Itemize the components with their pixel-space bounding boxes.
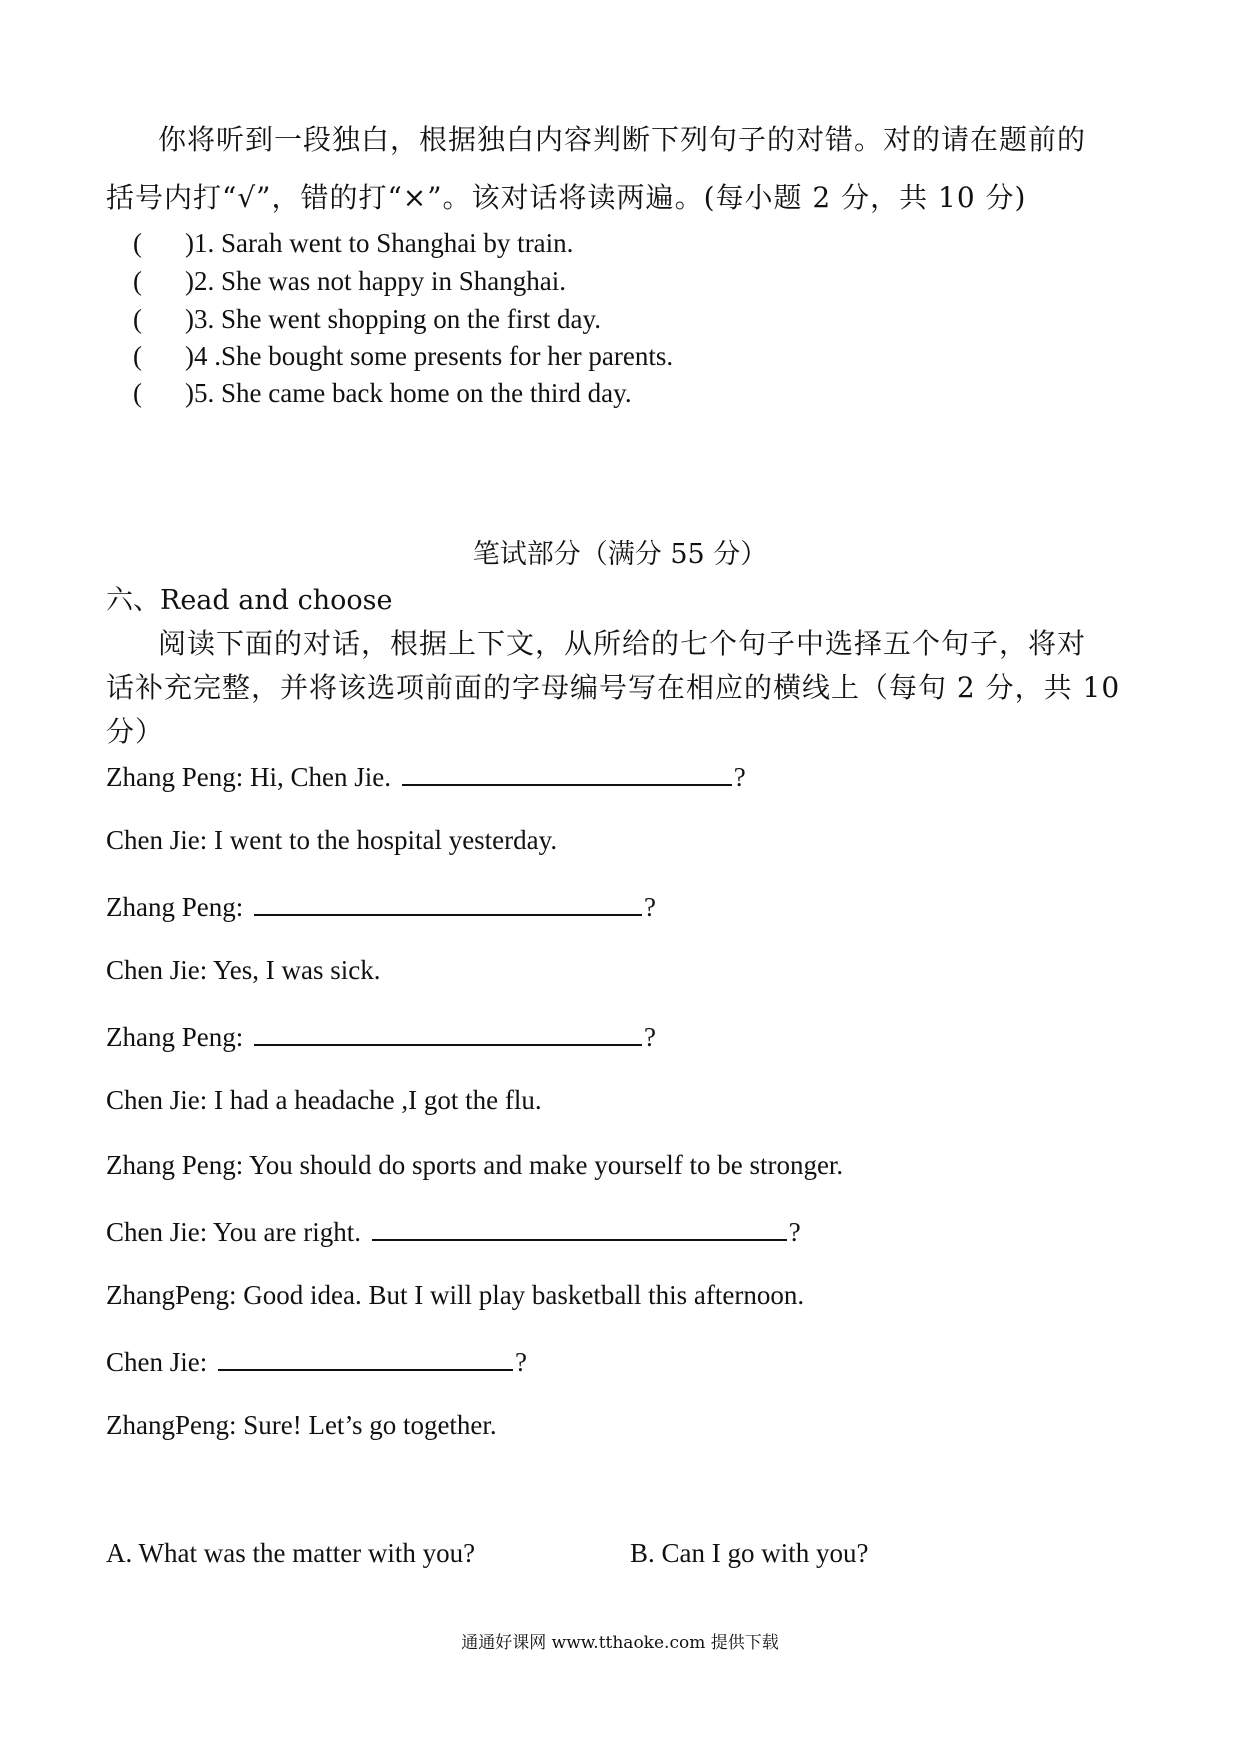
question-mark: ? — [643, 892, 656, 922]
answer-paren[interactable]: ( — [133, 304, 142, 334]
instruction-line1: 阅读下面的对话，根据上下文，从所给的七个句子中选择五个句子，将对 — [158, 627, 1087, 660]
answer-paren[interactable]: ( — [133, 266, 142, 296]
listening-item-2 — [0, 266, 1240, 306]
dialogue-text: Zhang Peng: — [106, 1022, 250, 1052]
listening-intro-line1: 你将听到一段独白，根据独白内容判断下列句子的对错。对的请在题前的 — [158, 123, 1087, 156]
dialogue-text: Chen Jie: I went to the hospital yesterday. — [106, 825, 558, 855]
question-mark: ? — [515, 1347, 527, 1377]
item-text: )5. She came back home on the third day. — [185, 378, 632, 408]
dialogue-line-1 — [106, 760, 746, 793]
listening-item-3 — [0, 304, 1240, 344]
answer-blank[interactable] — [218, 1345, 513, 1371]
question-mark: ? — [643, 1022, 656, 1052]
answer-blank[interactable] — [402, 760, 732, 786]
dialogue-line-10 — [106, 1345, 527, 1378]
dialogue-text: Chen Jie: — [106, 1347, 214, 1377]
dialogue-text: Chen Jie: You are right. — [106, 1217, 368, 1247]
answer-blank[interactable] — [372, 1215, 787, 1241]
dialogue-line-6 — [106, 1085, 542, 1116]
section-label: 六、Read and choose — [106, 585, 393, 616]
dialogue-line-9 — [106, 1280, 804, 1311]
question-mark: ? — [733, 762, 746, 792]
dialogue-text: Zhang Peng: You should do sports and make yourself to be stronger. — [106, 1150, 844, 1180]
answer-paren[interactable]: ( — [133, 228, 142, 258]
answer-blank[interactable] — [254, 1020, 642, 1046]
option-a: A. What was the matter with you? — [106, 1538, 476, 1568]
item-text: )3. She went shopping on the first day. — [185, 304, 601, 334]
dialogue-line-8 — [106, 1215, 801, 1248]
dialogue-line-5 — [106, 1020, 656, 1053]
dialogue-line-7 — [106, 1150, 843, 1181]
dialogue-line-4 — [106, 955, 381, 986]
footer-source: 通通好课网 www.tthaoke.com 提供下载 — [461, 1633, 779, 1653]
item-text: )4 .She bought some presents for her parents. — [185, 341, 674, 371]
item-text: )2. She was not happy in Shanghai. — [185, 266, 566, 296]
dialogue-line-2 — [106, 825, 557, 856]
written-section-heading: 笔试部分（满分 55 分） — [472, 539, 768, 570]
instruction-line2: 话补充完整，并将该选项前面的字母编号写在相应的横线上（每句 2 分，共 10 — [106, 671, 1121, 704]
dialogue-line-11 — [106, 1410, 497, 1441]
question-mark: ? — [788, 1217, 801, 1247]
listening-item-1 — [0, 228, 1240, 268]
answer-paren[interactable]: ( — [133, 378, 142, 408]
dialogue-line-3 — [106, 890, 656, 923]
dialogue-text: Zhang Peng: Hi, Chen Jie. — [106, 762, 398, 792]
dialogue-text: Chen Jie: Yes, I was sick. — [106, 955, 381, 985]
dialogue-text: ZhangPeng: Sure! Let’s go together. — [106, 1410, 497, 1440]
instruction-line3: 分） — [106, 715, 165, 748]
dialogue-text: ZhangPeng: Good idea. But I will play basketball this afternoon. — [106, 1280, 805, 1310]
option-b: B. Can I go with you? — [630, 1538, 869, 1568]
listening-item-5 — [0, 378, 1240, 418]
listening-intro-line2: 括号内打“√”，错的打“×”。该对话将读两遍。(每小题 2 分，共 10 分) — [106, 181, 1027, 214]
answer-blank[interactable] — [254, 890, 642, 916]
listening-item-4 — [0, 341, 1240, 381]
dialogue-text: Zhang Peng: — [106, 892, 250, 922]
item-text: )1. Sarah went to Shanghai by train. — [185, 228, 574, 258]
dialogue-text: Chen Jie: I had a headache ,I got the flu. — [106, 1085, 542, 1115]
answer-paren[interactable]: ( — [133, 341, 142, 371]
